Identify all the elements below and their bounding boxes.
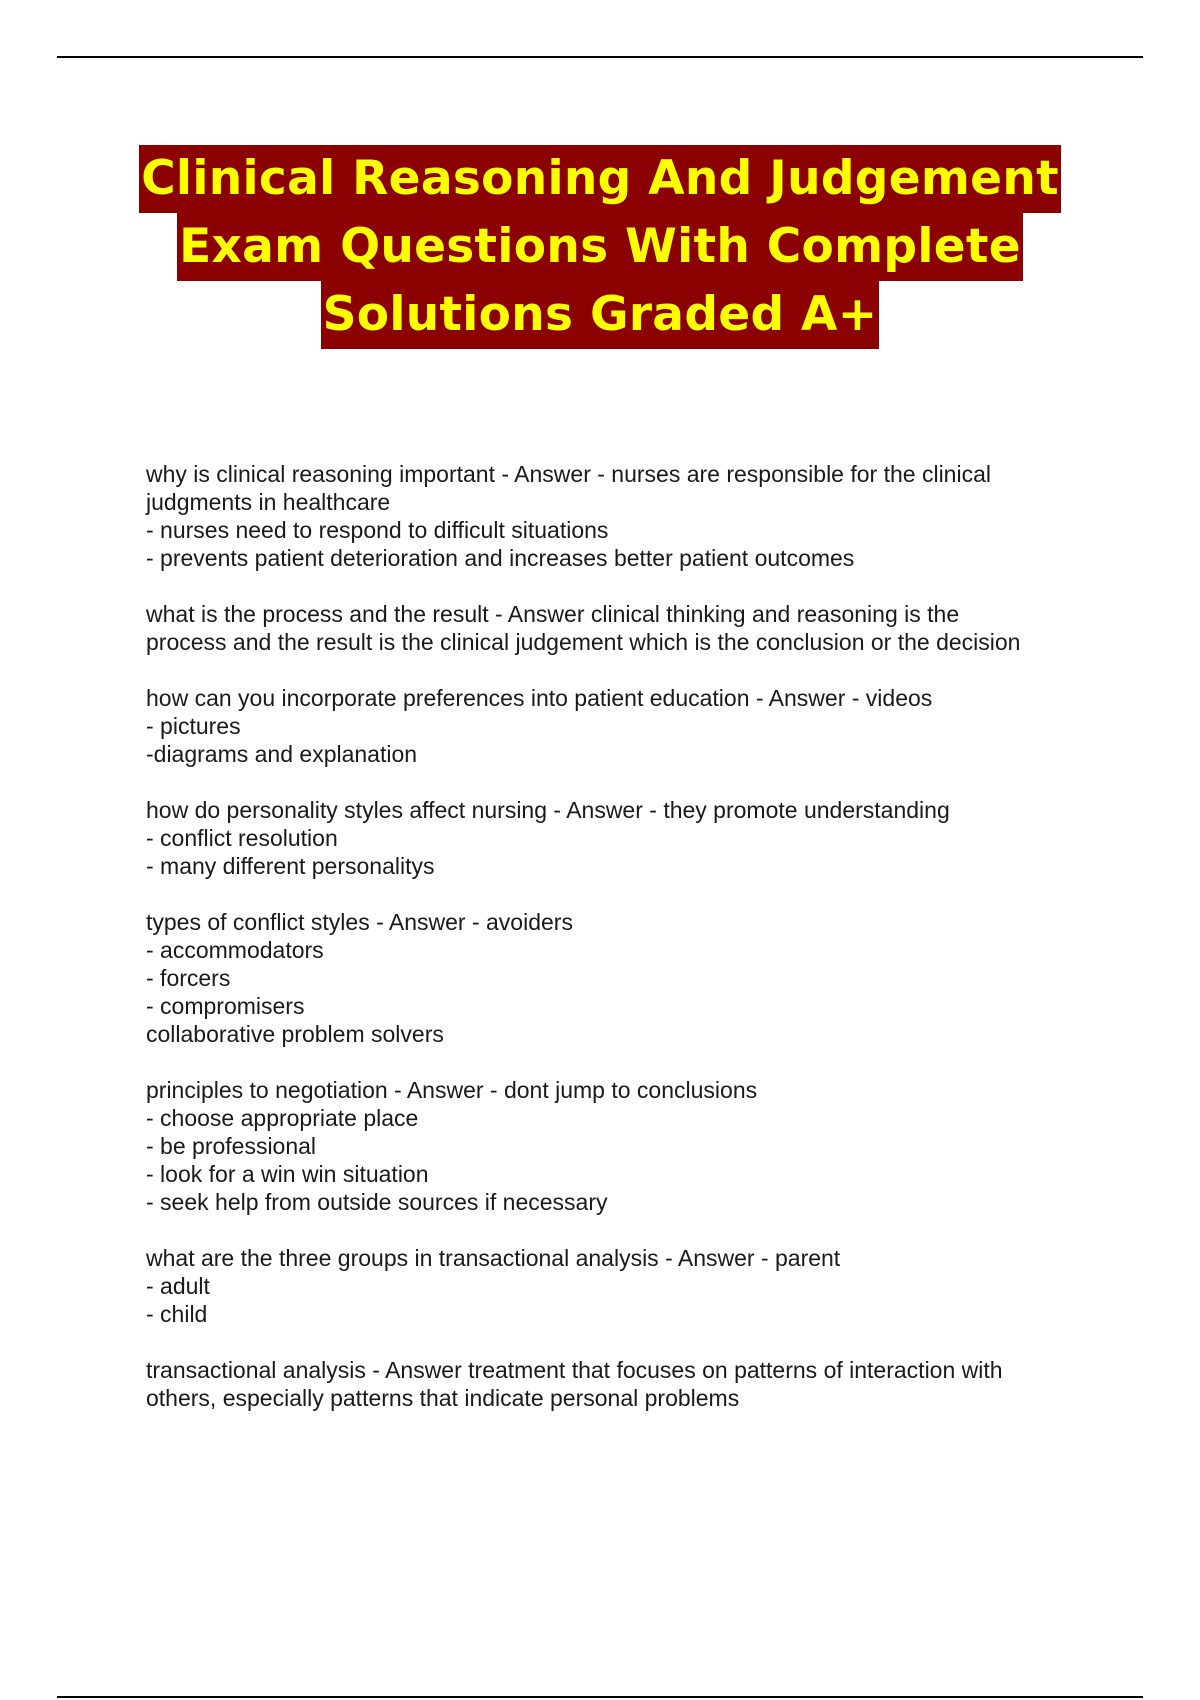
qa-line: principles to negotiation - Answer - dont jump to conclusions: [146, 1077, 758, 1103]
qa-line: - seek help from outside sources if necessary: [146, 1189, 608, 1215]
qa-line: transactional analysis - Answer treatment that focuses on patterns of interaction with: [146, 1357, 1003, 1383]
qa-line: - pictures: [146, 713, 241, 739]
title-line: Exam Questions With Complete: [177, 213, 1023, 281]
qa-line: why is clinical reasoning important - Answer - nurses are responsible for the clinical: [146, 461, 991, 487]
document-title: [0, 145, 1200, 349]
qa-line: collaborative problem solvers: [146, 1021, 444, 1047]
qa-line: - be professional: [146, 1133, 317, 1159]
qa-item: [146, 1244, 1086, 1328]
qa-item: [146, 1076, 1086, 1216]
qa-line: - accommodators: [146, 937, 324, 963]
qa-item: [146, 684, 1086, 768]
qa-line: - conflict resolution: [146, 825, 338, 851]
qa-line: - child: [146, 1301, 208, 1327]
qa-line: others, especially patterns that indicate personal problems: [146, 1385, 740, 1411]
qa-line: - many different personalitys: [146, 853, 435, 879]
qa-line: how do personality styles affect nursing - Answer - they promote understanding: [146, 797, 950, 823]
qa-item: [146, 600, 1086, 656]
qa-line: - adult: [146, 1273, 210, 1299]
qa-line: what are the three groups in transactional analysis - Answer - parent: [146, 1245, 841, 1271]
title-line: Solutions Graded A+: [321, 281, 880, 349]
qa-line: - look for a win win situation: [146, 1161, 429, 1187]
qa-list: [146, 460, 1086, 1440]
qa-line: - compromisers: [146, 993, 305, 1019]
qa-line: what is the process and the result - Answer clinical thinking and reasoning is the: [146, 601, 960, 627]
qa-item: [146, 908, 1086, 1048]
qa-line: process and the result is the clinical judgement which is the conclusion or the decision: [146, 629, 1021, 655]
qa-line: - prevents patient deterioration and increases better patient outcomes: [146, 545, 855, 571]
top-rule: [57, 56, 1143, 58]
qa-item: [146, 460, 1086, 572]
qa-line: -diagrams and explanation: [146, 741, 418, 767]
bottom-rule: [57, 1696, 1143, 1698]
qa-line: - nurses need to respond to difficult situations: [146, 517, 609, 543]
qa-line: - choose appropriate place: [146, 1105, 419, 1131]
qa-line: types of conflict styles - Answer - avoiders: [146, 909, 573, 935]
qa-line: how can you incorporate preferences into patient education - Answer - videos: [146, 685, 933, 711]
qa-line: judgments in healthcare: [146, 489, 391, 515]
qa-item: [146, 1356, 1086, 1412]
qa-line: - forcers: [146, 965, 231, 991]
title-line: Clinical Reasoning And Judgement: [139, 145, 1061, 213]
qa-item: [146, 796, 1086, 880]
